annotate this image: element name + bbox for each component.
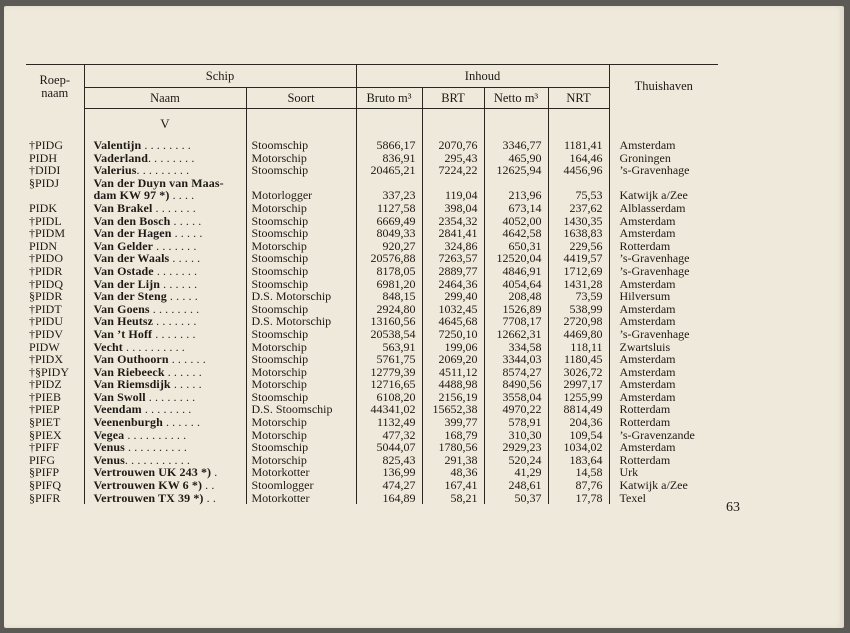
leader-dots: . . . . . — [166, 289, 198, 304]
ship-name-text: Van Ostade — [93, 263, 154, 278]
leader-dots: . . . . . . — [164, 364, 202, 379]
nrt-value: 3026,72 — [548, 366, 609, 379]
netto-value: 3344,03 — [484, 353, 548, 366]
call-sign: †PIDL — [29, 213, 62, 228]
bruto-value: 848,15 — [356, 290, 422, 303]
leader-dots: . . — [203, 490, 216, 505]
section-letter: V — [84, 109, 246, 140]
bruto-value: 13160,56 — [356, 315, 422, 328]
netto-value: 673,14 — [484, 202, 548, 215]
home-port: Rotterdam — [609, 403, 718, 416]
header-naam: Naam — [84, 88, 246, 109]
brt-value: 119,04 — [422, 189, 484, 202]
nrt-value: 164,46 — [548, 152, 609, 165]
nrt-value: 183,64 — [548, 454, 609, 467]
brt-value: 2841,41 — [422, 227, 484, 240]
ship-type: Motorschip — [246, 378, 356, 391]
call-sign: †PIDV — [29, 326, 64, 341]
netto-value: 1526,89 — [484, 303, 548, 316]
bruto-value: 8178,05 — [356, 265, 422, 278]
header-nrt: NRT — [548, 88, 609, 109]
nrt-value: 204,36 — [548, 416, 609, 429]
ship-type: Motorkotter — [246, 492, 356, 505]
ship-name-text: Van den Bosch — [93, 213, 171, 228]
ship-name-text: Vecht — [93, 339, 123, 354]
ship-name-text: dam KW 97 *) — [93, 188, 170, 203]
call-sign: PIDW — [29, 339, 60, 354]
home-port: Rotterdam — [609, 240, 718, 253]
nrt-value: 1430,35 — [548, 215, 609, 228]
bruto-value: 136,99 — [356, 466, 422, 479]
header-netto: Netto m³ — [484, 88, 548, 109]
ship-type: Motorlogger — [246, 189, 356, 202]
netto-value: 334,58 — [484, 341, 548, 354]
nrt-value: 237,62 — [548, 202, 609, 215]
home-port: Zwartsluis — [609, 341, 718, 354]
ship-type: Motorschip — [246, 152, 356, 165]
ship-type: D.S. Stoomschip — [246, 403, 356, 416]
bruto-value: 920,27 — [356, 240, 422, 253]
bruto-value: 2924,80 — [356, 303, 422, 316]
netto-value: 4052,00 — [484, 215, 548, 228]
call-sign: §PIDR — [29, 289, 63, 304]
home-port: Rotterdam — [609, 416, 718, 429]
netto-value: 12625,94 — [484, 164, 548, 177]
ship-type: Motorschip — [246, 429, 356, 442]
home-port: Katwijk a/Zee — [609, 189, 718, 202]
nrt-value: 538,99 — [548, 303, 609, 316]
brt-value: 1032,45 — [422, 303, 484, 316]
ship-type: Motorschip — [246, 366, 356, 379]
leader-dots: . . . . . . . — [153, 238, 197, 253]
home-port: Amsterdam — [609, 227, 718, 240]
netto-value: 4846,91 — [484, 265, 548, 278]
home-port: Amsterdam — [609, 353, 718, 366]
ship-name-text: Van Heutsz — [93, 314, 154, 329]
ship-type: Stoomschip — [246, 265, 356, 278]
ship-type: Stoomschip — [246, 303, 356, 316]
call-sign: †PIDU — [29, 314, 64, 329]
netto-value: 4054,64 — [484, 278, 548, 291]
call-sign: PIDN — [29, 238, 58, 253]
ship-name-text: Venus — [93, 440, 125, 455]
home-port: Groningen — [609, 152, 718, 165]
ship-name-text: Van Riebeeck — [93, 364, 165, 379]
nrt-value: 1431,28 — [548, 278, 609, 291]
brt-value: 2156,19 — [422, 391, 484, 404]
nrt-value: 4419,57 — [548, 252, 609, 265]
brt-value: 7250,10 — [422, 328, 484, 341]
header-schip: Schip — [84, 65, 356, 88]
home-port: Alblasserdam — [609, 202, 718, 215]
ship-name-text: Van Goens — [93, 301, 150, 316]
netto-value: 12662,31 — [484, 328, 548, 341]
leader-dots: . . . . . . . . — [147, 150, 195, 165]
nrt-value: 1181,41 — [548, 139, 609, 152]
brt-value: 295,43 — [422, 152, 484, 165]
call-sign: †PIFF — [29, 440, 60, 455]
ship-name-text: Van der Waals — [93, 251, 170, 266]
brt-value: 2889,77 — [422, 265, 484, 278]
ship-name-text: Vertrouwen UK 243 *) — [93, 465, 212, 480]
netto-value: 520,24 — [484, 454, 548, 467]
leader-dots: . . . . . . — [168, 352, 206, 367]
brt-value: 2069,20 — [422, 353, 484, 366]
leader-dots: . . — [202, 478, 215, 493]
brt-value: 15652,38 — [422, 403, 484, 416]
home-port: Amsterdam — [609, 366, 718, 379]
ship-name-text: Van der Duyn van Maas- — [93, 175, 224, 190]
ship-name-text: Valerius — [93, 163, 137, 178]
netto-value: 7708,17 — [484, 315, 548, 328]
nrt-value: 4456,96 — [548, 164, 609, 177]
leader-dots: . . . . . . — [162, 415, 201, 430]
bruto-value: 164,89 — [356, 492, 422, 505]
nrt-value: 1034,02 — [548, 441, 609, 454]
bruto-value: 337,23 — [356, 189, 422, 202]
ship-type: Motorschip — [246, 416, 356, 429]
ship-type: Stoomschip — [246, 227, 356, 240]
leader-dots: . . . . . . . . . . — [122, 339, 185, 354]
nrt-value: 1712,69 — [548, 265, 609, 278]
call-sign: †PIDR — [29, 263, 63, 278]
brt-value: 324,86 — [422, 240, 484, 253]
nrt-value: 1180,45 — [548, 353, 609, 366]
ship-name-text: Valentijn — [93, 138, 142, 152]
ship-type: Stoomschip — [246, 139, 356, 152]
bruto-value: 6108,20 — [356, 391, 422, 404]
ship-name-text: Van Gelder — [93, 238, 154, 253]
brt-value: 4511,12 — [422, 366, 484, 379]
brt-value: 4645,68 — [422, 315, 484, 328]
netto-value: 12520,04 — [484, 252, 548, 265]
bruto-value: 825,43 — [356, 454, 422, 467]
bruto-value: 44341,02 — [356, 403, 422, 416]
header-brt: BRT — [422, 88, 484, 109]
nrt-value: 118,11 — [548, 341, 609, 354]
ship-name-text: Vaderland — [93, 150, 148, 165]
ship-type: Stoomschip — [246, 441, 356, 454]
home-port: ’s-Gravenhage — [609, 252, 718, 265]
header-roepnaam: Roep- naam — [39, 72, 71, 100]
brt-value: 2070,76 — [422, 139, 484, 152]
ship-name-text: Van Riemsdijk — [93, 377, 171, 392]
bruto-value: 20538,54 — [356, 328, 422, 341]
bruto-value: 8049,33 — [356, 227, 422, 240]
ship-type: Motorschip — [246, 341, 356, 354]
call-sign: †PIDM — [29, 226, 66, 241]
home-port: Amsterdam — [609, 303, 718, 316]
home-port: Amsterdam — [609, 278, 718, 291]
nrt-value: 2720,98 — [548, 315, 609, 328]
call-sign: †§PIDY — [29, 364, 70, 379]
ship-type: Stoomschip — [246, 278, 356, 291]
nrt-value: 2997,17 — [548, 378, 609, 391]
brt-value: 2354,32 — [422, 215, 484, 228]
brt-value: 1780,56 — [422, 441, 484, 454]
ship-type: Stoomlogger — [246, 479, 356, 492]
bruto-value: 5761,75 — [356, 353, 422, 366]
netto-value: 578,91 — [484, 416, 548, 429]
ship-register-table — [26, 64, 718, 504]
ship-type: Motorschip — [246, 240, 356, 253]
home-port: Amsterdam — [609, 315, 718, 328]
leader-dots: . . . . — [169, 188, 195, 203]
leader-dots: . . . . . — [170, 377, 202, 392]
home-port: Amsterdam — [609, 139, 718, 152]
home-port: Amsterdam — [609, 215, 718, 228]
home-port: ’s-Gravenhage — [609, 328, 718, 341]
ship-name-text: Van Swoll — [93, 389, 146, 404]
brt-value: 399,77 — [422, 416, 484, 429]
call-sign: §PIFR — [29, 490, 61, 505]
bruto-value: 474,27 — [356, 479, 422, 492]
leader-dots: . . . . . . . . — [145, 389, 196, 404]
home-port: ’s-Gravenzande — [609, 429, 718, 442]
ship-name-text: Van der Hagen — [93, 226, 172, 241]
call-sign: †DIDI — [29, 163, 61, 178]
netto-value: 3346,77 — [484, 139, 548, 152]
nrt-value: 8814,49 — [548, 403, 609, 416]
call-sign: §PIET — [29, 415, 61, 430]
ship-name-text: Vertrouwen KW 6 *) — [93, 478, 203, 493]
leader-dots: . . . . . . . — [152, 326, 196, 341]
brt-value: 58,21 — [422, 492, 484, 505]
netto-value: 8490,56 — [484, 378, 548, 391]
netto-value: 310,30 — [484, 429, 548, 442]
bruto-value: 477,32 — [356, 429, 422, 442]
ship-name-text: Vegea — [93, 427, 125, 442]
call-sign: †PIDO — [29, 251, 64, 266]
bruto-value: 6981,20 — [356, 278, 422, 291]
home-port: Katwijk a/Zee — [609, 479, 718, 492]
table-row — [26, 492, 718, 505]
ship-type: Motorschip — [246, 202, 356, 215]
call-sign: §PIFQ — [29, 478, 62, 493]
netto-value: 213,96 — [484, 189, 548, 202]
leader-dots: . . . . . — [170, 213, 202, 228]
ship-type: Stoomschip — [246, 391, 356, 404]
netto-value: 41,29 — [484, 466, 548, 479]
nrt-value: 75,53 — [548, 189, 609, 202]
call-sign: †PIDX — [29, 352, 64, 367]
header-bruto: Bruto m³ — [356, 88, 422, 109]
call-sign: †PIDQ — [29, 276, 64, 291]
netto-value: 248,61 — [484, 479, 548, 492]
home-port: Amsterdam — [609, 441, 718, 454]
leader-dots: . . . . . . — [160, 276, 198, 291]
section-row — [26, 109, 718, 140]
netto-value: 2929,23 — [484, 441, 548, 454]
leader-dots: . . . . . . . . — [141, 138, 191, 152]
bruto-value: 20465,21 — [356, 164, 422, 177]
call-sign: PIDH — [29, 150, 58, 165]
brt-value: 168,79 — [422, 429, 484, 442]
leader-dots: . . . . . . . — [153, 314, 197, 329]
home-port: Hilversum — [609, 290, 718, 303]
ship-name — [84, 492, 246, 505]
nrt-value: 14,58 — [548, 466, 609, 479]
home-port: Texel — [609, 492, 718, 505]
home-port: Rotterdam — [609, 454, 718, 467]
nrt-value: 1638,83 — [548, 227, 609, 240]
brt-value: 398,04 — [422, 202, 484, 215]
ship-name-text: Veenenburgh — [93, 415, 163, 430]
leader-dots: . . . . . — [169, 251, 201, 266]
bruto-value: 5044,07 — [356, 441, 422, 454]
call-sign: §PIEX — [29, 427, 62, 442]
leader-dots: . . . . . . . . — [141, 402, 192, 417]
brt-value: 291,38 — [422, 454, 484, 467]
leader-dots: . . . . . . . . — [149, 301, 200, 316]
nrt-value: 87,76 — [548, 479, 609, 492]
call-sign: PIDK — [29, 200, 58, 215]
nrt-value: 4469,80 — [548, 328, 609, 341]
ship-name-text: Venus — [93, 452, 125, 467]
call-sign: †PIEP — [29, 402, 60, 417]
bruto-value: 836,91 — [356, 152, 422, 165]
bruto-value: 1127,58 — [356, 202, 422, 215]
ship-type: Stoomschip — [246, 215, 356, 228]
bruto-value: 12779,39 — [356, 366, 422, 379]
nrt-value: 73,59 — [548, 290, 609, 303]
nrt-value: 109,54 — [548, 429, 609, 442]
ship-name-text: Vertrouwen TX 39 *) — [93, 490, 204, 505]
ship-name-text: Van der Lijn — [93, 276, 161, 291]
nrt-value: 229,56 — [548, 240, 609, 253]
netto-value: 3558,04 — [484, 391, 548, 404]
header-thuishaven: Thuishaven — [609, 65, 718, 109]
netto-value: 650,31 — [484, 240, 548, 253]
netto-value: 4970,22 — [484, 403, 548, 416]
ship-type: D.S. Motorschip — [246, 290, 356, 303]
ship-name-text: Van der Steng — [93, 289, 167, 304]
nrt-value: 17,78 — [548, 492, 609, 505]
ship-type: Stoomschip — [246, 353, 356, 366]
call-sign: †PIEB — [29, 389, 62, 404]
leader-dots: . . . . . . . . . . — [124, 440, 187, 455]
leader-dots: . . . . . . . — [153, 263, 198, 278]
brt-value: 4488,98 — [422, 378, 484, 391]
call-sign: §PIFP — [29, 465, 60, 480]
ship-type: Stoomschip — [246, 164, 356, 177]
ship-type: Motorkotter — [246, 466, 356, 479]
brt-value: 48,36 — [422, 466, 484, 479]
ship-name-text: Veendam — [93, 402, 142, 417]
ship-type: Stoomschip — [246, 252, 356, 265]
brt-value: 2464,36 — [422, 278, 484, 291]
home-port: Amsterdam — [609, 391, 718, 404]
bruto-value: 563,91 — [356, 341, 422, 354]
ship-name-text: Van Outhoorn — [93, 352, 169, 367]
leader-dots: . . . . . . . . . — [136, 163, 190, 178]
netto-value: 8574,27 — [484, 366, 548, 379]
call-sign: §PIDJ — [29, 175, 60, 190]
nrt-value: 1255,99 — [548, 391, 609, 404]
ship-name-text: Van ’t Hoff — [93, 326, 153, 341]
netto-value: 4642,58 — [484, 227, 548, 240]
bruto-value: 12716,65 — [356, 378, 422, 391]
bruto-value: 6669,49 — [356, 215, 422, 228]
call-sign: †PIDG — [29, 138, 64, 152]
book-page — [4, 6, 844, 628]
ship-name-text: Van Brakel — [93, 200, 153, 215]
home-port: Amsterdam — [609, 378, 718, 391]
call-sign: PIFG — [29, 452, 56, 467]
leader-dots: . . . . . — [171, 226, 203, 241]
leader-dots: . . . . . . . . . . . — [124, 452, 191, 467]
call-sign: †PIDZ — [29, 377, 62, 392]
ship-type: Stoomschip — [246, 328, 356, 341]
netto-value: 465,90 — [484, 152, 548, 165]
brt-value: 167,41 — [422, 479, 484, 492]
bruto-value: 1132,49 — [356, 416, 422, 429]
leader-dots: . . . . . . . — [152, 200, 196, 215]
bruto-value: 20576,88 — [356, 252, 422, 265]
header-soort: Soort — [246, 88, 356, 109]
brt-value: 199,06 — [422, 341, 484, 354]
home-port: ’s-Gravenhage — [609, 164, 718, 177]
page-number: 63 — [726, 500, 740, 515]
leader-dots: . — [211, 465, 218, 480]
ship-type: Motorschip — [246, 454, 356, 467]
home-port: ’s-Gravenhage — [609, 265, 718, 278]
ship-type: D.S. Motorschip — [246, 315, 356, 328]
header-inhoud: Inhoud — [356, 65, 609, 88]
bruto-value: 5866,17 — [356, 139, 422, 152]
brt-value: 7263,57 — [422, 252, 484, 265]
brt-value: 7224,22 — [422, 164, 484, 177]
home-port: Urk — [609, 466, 718, 479]
netto-value: 208,48 — [484, 290, 548, 303]
netto-value: 50,37 — [484, 492, 548, 505]
leader-dots: . . . . . . . . . . — [124, 427, 187, 442]
call-sign: †PIDT — [29, 301, 62, 316]
brt-value: 299,40 — [422, 290, 484, 303]
